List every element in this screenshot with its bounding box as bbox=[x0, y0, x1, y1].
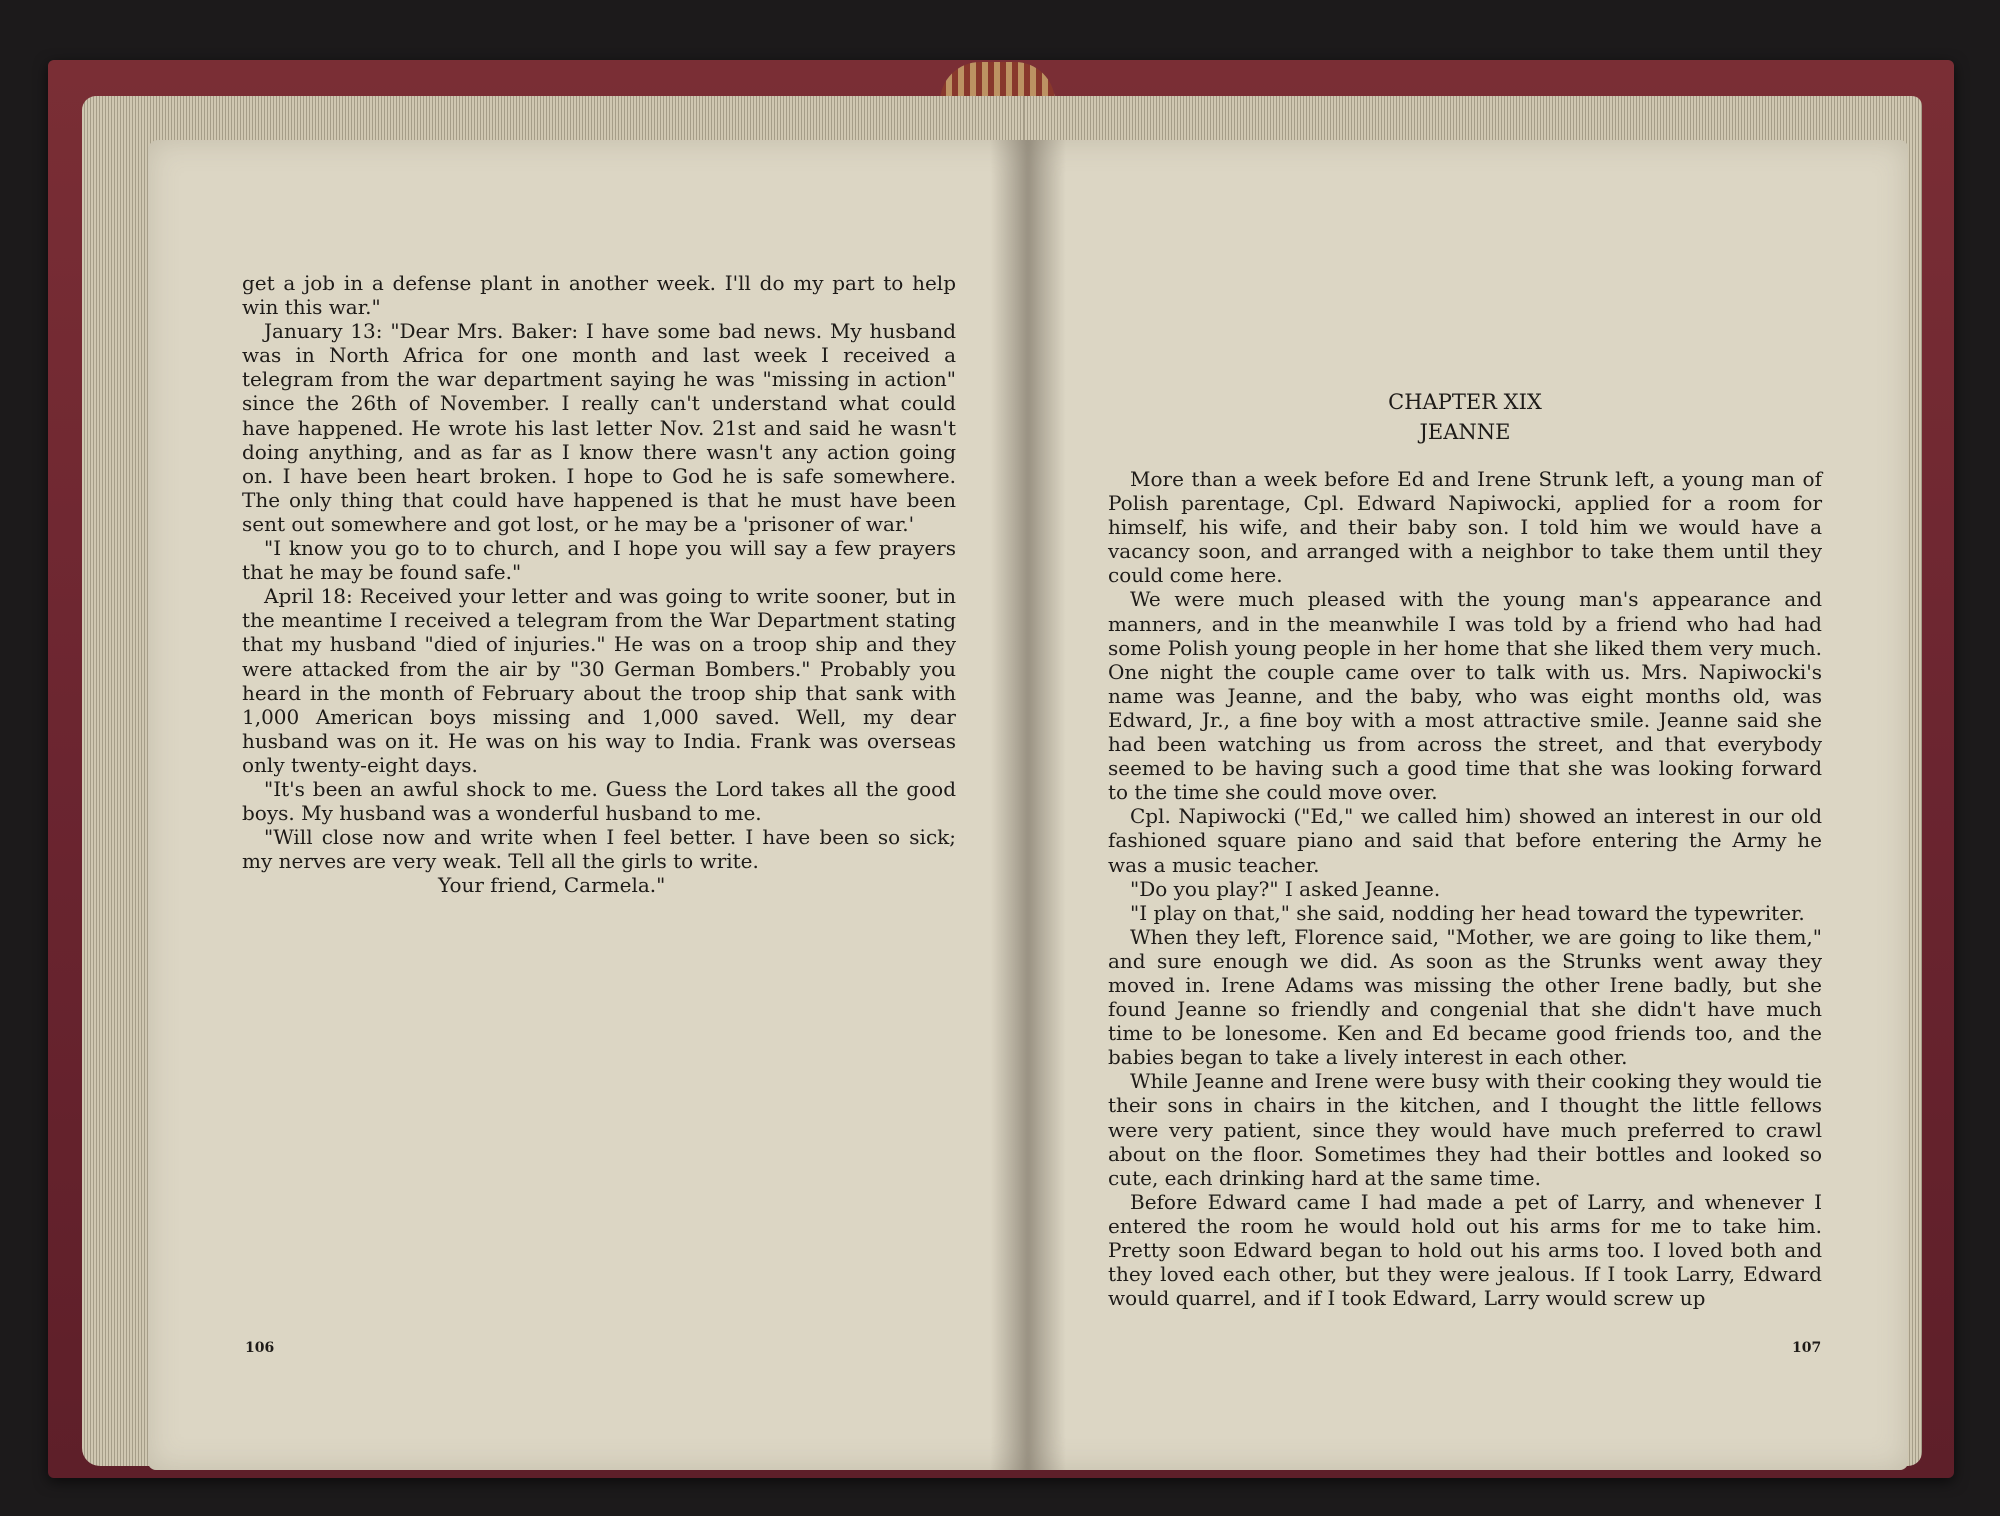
page-number-left: 106 bbox=[245, 1340, 275, 1356]
paragraph: More than a week before Ed and Irene Strunk left, a young man of Polish parentage, Cpl. Edward Napiwocki, applied for a room for himself, his wife, and their baby son. I told him we would have a vacancy soon, and arranged with a neighbor to take them until they could come here. bbox=[1108, 467, 1822, 588]
paragraph: "I know you go to to church, and I hope you will say a few prayers that he may be found safe." bbox=[242, 536, 956, 585]
paragraph: "Do you play?" I asked Jeanne. bbox=[1130, 876, 1441, 901]
paragraph: "It's been an awful shock to me. Guess the Lord takes all the good boys. My husband was a wonderful husband to me. bbox=[242, 776, 956, 826]
paragraph: April 18: Received your letter and was going to write sooner, but in the meantime I received a telegram from the War Department stating that my husband "died of injuries." He was on a troop ship and they were attacked from the air by "30 German Bombers." Probably you heard in the month of February about the troop ship that sank with 1,000 American boys missing and 1,000 saved. Well, my dear husband was on it. He was on his way to India. Frank was overseas only twenty-eight days. bbox=[242, 584, 956, 777]
left-page-text bbox=[242, 271, 956, 897]
paragraph: We were much pleased with the young man's appearance and manners, and in the meanwhile I was told by a friend who had had some Polish young people in her home that she liked them very much. One night the couple came over to talk with us. Mrs. Napiwocki's name was Jeanne, and the baby, who was eight months old, was Edward, Jr., a fine boy with a most attractive smile. Jeanne said she had been watching us from across the street, and that everybody seemed to be having such a good time that she was looking forward to the time she could move over. bbox=[1108, 587, 1822, 805]
right-page-text bbox=[1108, 467, 1822, 1310]
chapter-number: CHAPTER XIX bbox=[1388, 390, 1542, 414]
paragraph: When they left, Florence said, "Mother, we are going to like them," and sure enough we did. As soon as the Strunks went away they moved in. Irene Adams was missing the other Irene badly, but she found Jeanne so friendly and congenial that she didn't have much time to be lonesome. Ken and Ed became good friends too, and the babies began to take a lively interest in each other. bbox=[1108, 924, 1822, 1070]
paragraph: Cpl. Napiwocki ("Ed," we called him) showed an interest in our old fashioned square piano and said that before entering the Army he was a music teacher. bbox=[1108, 804, 1822, 877]
paragraph: Before Edward came I had made a pet of Larry, and whenever I entered the room he would hold out his arms for me to take him. Pretty soon Edward began to hold out his arms too. I loved both and they loved each other, but they were jealous. If I took Larry, Edward would quarrel, and if I took Edward, Larry would screw up bbox=[1108, 1189, 1822, 1311]
page-number-right: 107 bbox=[1792, 1340, 1822, 1356]
paragraph: January 13: "Dear Mrs. Baker: I have some bad news. My husband was in North Africa for one month and last week I received a telegram from the war department saying he was "missing in action" since the 26th of November. I really can't understand what could have happened. He wrote his last letter Nov. 21st and said he wasn't doing anything, and as far as I know there wasn't any action going on. I have been heart broken. I hope to God he is safe somewhere. The only thing that could have happened is that he must have been sent out somewhere and got lost, or he may be a 'prisoner of war.' bbox=[242, 319, 956, 536]
letter-signature: Your friend, Carmela." bbox=[438, 873, 666, 898]
paragraph: get a job in a defense plant in another week. I'll do my part to help win this war." bbox=[242, 271, 956, 320]
paragraph: "I play on that," she said, nodding her head toward the typewriter. bbox=[1130, 900, 1805, 925]
book-gutter bbox=[990, 140, 1066, 1470]
paragraph: "Will close now and write when I feel better. I have been so sick; my nerves are very weak. Tell all the girls to write. bbox=[242, 825, 956, 874]
paragraph: While Jeanne and Irene were busy with their cooking they would tie their sons in chairs in the kitchen, and I thought the little fellows were very patient, since they would have much preferred to crawl about on the floor. Sometimes they had their bottles and looked so cute, each drinking hard at the same time. bbox=[1108, 1069, 1822, 1190]
chapter-title: JEANNE bbox=[1419, 420, 1511, 444]
